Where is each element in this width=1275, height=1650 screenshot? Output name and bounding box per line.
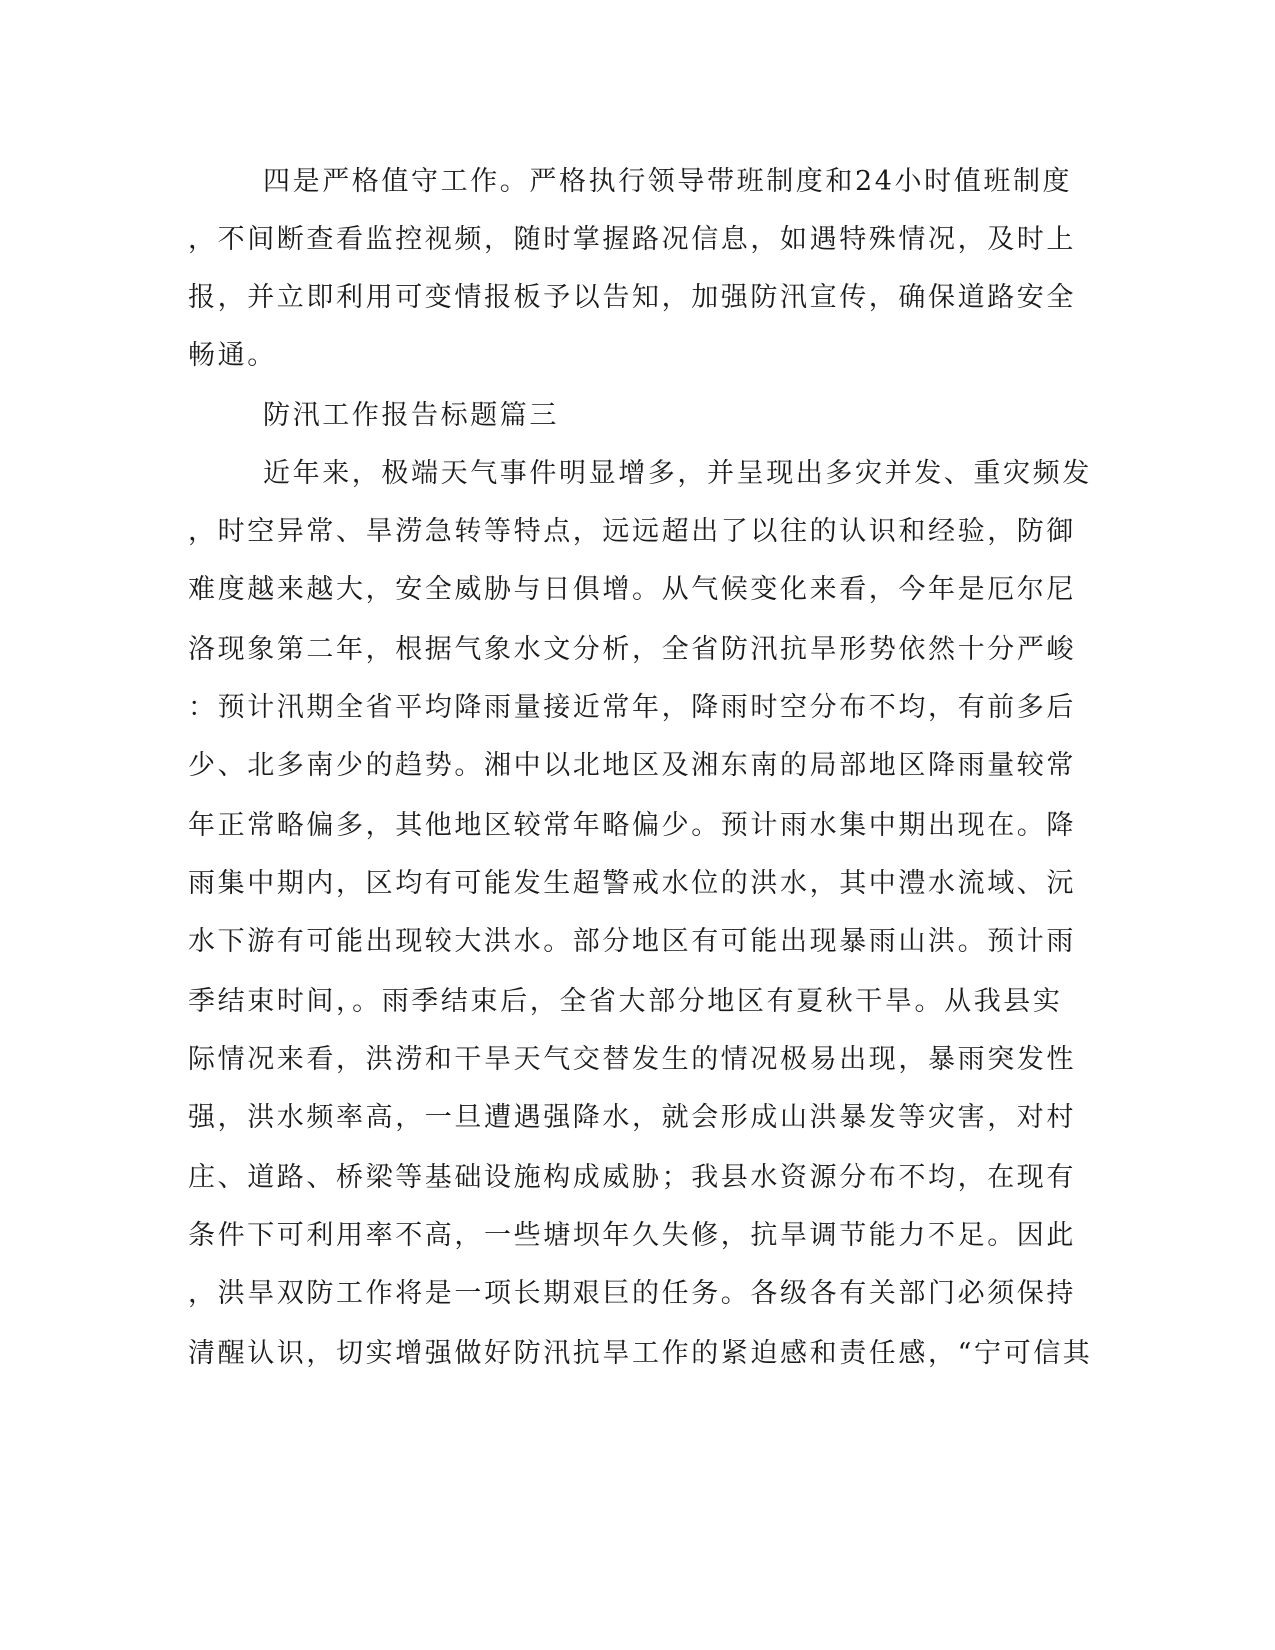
section-heading: 防汛工作报告标题篇三 — [263, 400, 559, 431]
paragraph-line: 洛现象第二年，根据气象水文分析，全省防汛抗旱形势依然十分严峻 — [188, 634, 1076, 665]
paragraph-line: ，洪旱双防工作将是一项长期艰巨的任务。各级各有关部门必须保持 — [188, 1278, 1076, 1309]
paragraph-line: ，时空异常、旱涝急转等特点，远远超出了以往的认识和经验，防御 — [188, 516, 1076, 547]
paragraph-line: 畅通。 — [188, 340, 277, 371]
paragraph-line: ，不间断查看监控视频，随时掌握路况信息，如遇特殊情况，及时上 — [188, 224, 1076, 255]
paragraph-line: 强，洪水频率高，一旦遭遇强降水，就会形成山洪暴发等灾害，对村 — [188, 1102, 1076, 1133]
paragraph-line: ：预计汛期全省平均降雨量接近常年，降雨时空分布不均，有前多后 — [188, 692, 1076, 723]
paragraph-line: 四是严格值守工作。严格执行领导带班制度和24小时值班制度 — [263, 166, 1073, 197]
paragraph-line: 条件下可利用率不高，一些塘坝年久失修，抗旱调节能力不足。因此 — [188, 1220, 1076, 1251]
paragraph-line: 庄、道路、桥梁等基础设施构成威胁；我县水资源分布不均，在现有 — [188, 1162, 1076, 1193]
paragraph-line: 难度越来越大，安全威胁与日俱增。从气候变化来看，今年是厄尔尼 — [188, 574, 1076, 605]
paragraph-line: 报，并立即利用可变情报板予以告知，加强防汛宣传，确保道路安全 — [188, 282, 1076, 313]
paragraph-line: 季结束时间，。雨季结束后，全省大部分地区有夏秋干旱。从我县实 — [188, 986, 1063, 1017]
paragraph-line: 近年来，极端天气事件明显增多，并呈现出多灾并发、重灾频发 — [263, 458, 1092, 489]
paragraph-line: 雨集中期内，区均有可能发生超警戒水位的洪水，其中澧水流域、沅 — [188, 868, 1076, 899]
paragraph-line: 际情况来看，洪涝和干旱天气交替发生的情况极易出现，暴雨突发性 — [188, 1044, 1076, 1075]
paragraph-line: 年正常略偏多，其他地区较常年略偏少。预计雨水集中期出现在。降 — [188, 810, 1076, 841]
paragraph-line: 清醒认识，切实增强做好防汛抗旱工作的紧迫感和责任感，“宁可信其 — [188, 1338, 1093, 1369]
paragraph-line: 水下游有可能出现较大洪水。部分地区有可能出现暴雨山洪。预计雨 — [188, 926, 1076, 957]
paragraph-line: 少、北多南少的趋势。湘中以北地区及湘东南的局部地区降雨量较常 — [188, 750, 1076, 781]
